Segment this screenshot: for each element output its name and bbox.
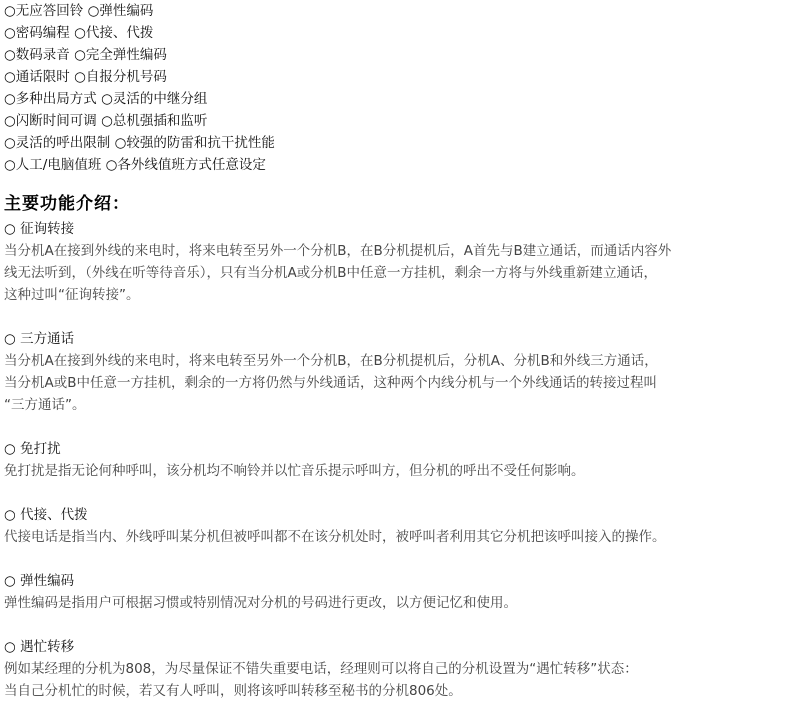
section-flexible-numbering: [4, 570, 790, 614]
section-do-not-disturb: [4, 438, 790, 482]
section-body: [4, 240, 790, 306]
feature-line: ○人工/电脑值班 ○各外线值班方式任意设定: [4, 157, 266, 173]
main-functions-heading: 主要功能介绍：: [4, 194, 130, 214]
section-body: [4, 592, 790, 614]
section-title: ○ 遇忙转移: [4, 639, 75, 655]
section-call-pickup: [4, 504, 790, 548]
feature-line: ○多种出局方式 ○灵活的中继分组: [4, 91, 208, 107]
body-line: 弹性编码是指用户可根据习惯或特别情况对分机的号码进行更改，以方便记忆和使用。: [4, 595, 517, 611]
body-line: 代接电话是指当内、外线呼叫某分机但被呼叫都不在该分机处时，被呼叫者利用其它分机把该呼叫接入的操作。: [4, 529, 666, 545]
section-body: [4, 658, 790, 702]
body-line: 当分机A在接到外线的来电时，将来电转至另外一个分机B，在B分机提机后，分机A、分机B和外线三方通话，: [4, 353, 658, 369]
section-title: ○ 弹性编码: [4, 573, 75, 589]
body-line: 这种过叫“征询转接”。: [4, 287, 140, 303]
body-line: 例如某经理的分机为808，为尽量保证不错失重要电话，经理则可以将自己的分机设置为“遇忙转移”状态：: [4, 661, 638, 677]
section-title: ○ 征询转接: [4, 221, 75, 237]
body-line: 当自己分机忙的时候，若又有人呼叫，则将该呼叫转移至秘书的分机806处。: [4, 683, 462, 699]
section-body: [4, 350, 790, 416]
body-line: 当分机A在接到外线的来电时，将来电转至另外一个分机B，在B分机提机后，A首先与B建立通话，而通话内容外: [4, 243, 672, 259]
feature-line: ○数码录音 ○完全弹性编码: [4, 47, 167, 63]
section-three-way-call: [4, 328, 790, 416]
section-body: [4, 460, 790, 482]
section-title: ○ 三方通话: [4, 331, 75, 347]
body-line: 当分机A或B中任意一方挂机，剩余的一方将仍然与外线通话，这种两个内线分机与一个外线通话的转接过程叫: [4, 375, 657, 391]
section-consult-transfer: [4, 218, 790, 306]
section-body: [4, 526, 790, 548]
feature-line: ○灵活的呼出限制 ○较强的防雷和抗干扰性能: [4, 135, 275, 151]
body-line: “三方通话”。: [4, 397, 86, 413]
feature-list: [4, 0, 790, 176]
body-line: 线无法听到，（外线在听等待音乐），只有当分机A或分机B中任意一方挂机，剩余一方将与外线重新建立通话，: [4, 265, 657, 281]
feature-line: ○闪断时间可调 ○总机强插和监听: [4, 113, 208, 129]
section-title: ○ 代接、代拨: [4, 507, 88, 523]
feature-line: ○通话限时 ○自报分机号码: [4, 69, 167, 85]
body-line: 免打扰是指无论何种呼叫，该分机均不响铃并以忙音乐提示呼叫方，但分机的呼出不受任何影响。: [4, 463, 585, 479]
feature-line: ○密码编程 ○代接、代拨: [4, 25, 154, 41]
feature-line: ○无应答回铃 ○弹性编码: [4, 3, 154, 19]
section-title: ○ 免打扰: [4, 441, 61, 457]
section-busy-forward: [4, 636, 790, 702]
